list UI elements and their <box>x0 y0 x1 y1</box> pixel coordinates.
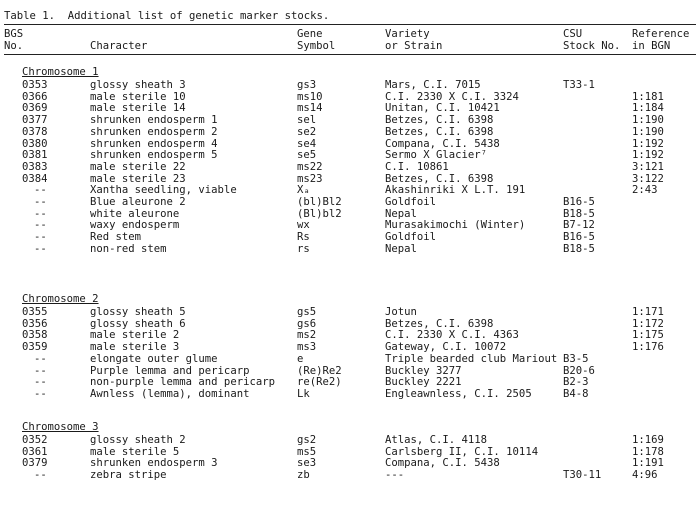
reference-cell: 1:169 <box>632 434 664 446</box>
header-bottom-rule <box>4 54 696 55</box>
reference-cell: 4:96 <box>632 469 658 482</box>
header-reference-line2: in BGN <box>632 40 671 52</box>
variety-cell: Goldfoil <box>385 196 437 208</box>
bgs-cell: -- <box>34 376 47 389</box>
character-cell: zebra stripe <box>90 469 167 482</box>
bgs-cell: 0381 <box>22 149 48 162</box>
reference-cell: 1:178 <box>632 445 664 458</box>
header-variety-line1: Variety <box>385 28 430 40</box>
reference-cell: 3:121 <box>632 160 664 173</box>
gene-symbol-cell: ms3 <box>297 341 317 354</box>
reference-cell: 2:43 <box>632 184 658 197</box>
character-cell: shrunken endosperm 2 <box>90 125 218 138</box>
bgs-cell: 0366 <box>22 90 48 103</box>
reference-cell: 1:171 <box>632 306 664 318</box>
gene-symbol-cell: ms23 <box>297 172 323 185</box>
variety-cell: --- <box>385 469 405 482</box>
variety-cell: Nepal <box>385 242 417 255</box>
character-cell: male sterile 10 <box>90 90 186 103</box>
variety-cell: Betzes, C.I. 6398 <box>385 125 494 138</box>
header-character: Character <box>90 40 148 52</box>
csu-stock-cell: B20-6 <box>563 364 595 377</box>
reference-cell: 3:122 <box>632 172 664 185</box>
variety-cell: Sermo X Glacier⁷ <box>385 149 488 162</box>
character-cell: Blue aleurone 2 <box>90 196 186 208</box>
csu-stock-cell: B2-3 <box>563 376 589 389</box>
bgs-cell: -- <box>34 184 47 197</box>
bgs-cell: -- <box>34 352 47 365</box>
gene-symbol-cell: Rs <box>297 231 310 244</box>
bgs-cell: -- <box>34 364 47 377</box>
bgs-cell: -- <box>34 242 47 255</box>
character-cell: shrunken endosperm 3 <box>90 457 218 470</box>
gene-symbol-cell: (Re)Re2 <box>297 364 342 377</box>
bgs-cell: -- <box>34 469 47 482</box>
character-cell: glossy sheath 6 <box>90 317 186 330</box>
csu-stock-cell: B18-5 <box>563 242 595 255</box>
gene-symbol-cell: ms14 <box>297 102 323 115</box>
variety-cell: Atlas, C.I. 4118 <box>385 434 488 446</box>
gene-symbol-cell: wx <box>297 219 310 232</box>
variety-cell: Compana, C.I. 5438 <box>385 457 500 470</box>
character-cell: white aleurone <box>90 207 180 220</box>
bgs-cell: 0380 <box>22 137 48 150</box>
header-reference-line1: Reference <box>632 28 690 40</box>
character-cell: elongate outer glume <box>90 352 218 365</box>
variety-cell: Betzes, C.I. 6398 <box>385 114 494 127</box>
bgs-cell: 0369 <box>22 102 48 115</box>
bgs-cell: 0384 <box>22 172 48 185</box>
section-heading: Chromosome 1 <box>22 66 99 78</box>
reference-cell: 1:175 <box>632 329 664 342</box>
variety-cell: C.I. 2330 X C.I. 4363 <box>385 329 519 342</box>
bgs-cell: 0356 <box>22 317 48 330</box>
section-heading: Chromosome 2 <box>22 293 99 305</box>
bgs-cell: 0359 <box>22 341 48 354</box>
section-heading: Chromosome 3 <box>22 421 99 433</box>
bgs-cell: -- <box>34 207 47 220</box>
reference-cell: 1:191 <box>632 457 664 470</box>
variety-cell: C.I. 2330 X C.I. 3324 <box>385 90 519 103</box>
variety-cell: Jotun <box>385 306 417 318</box>
variety-cell: Gateway, C.I. 10072 <box>385 341 507 354</box>
csu-stock-cell: T33-1 <box>563 79 595 91</box>
gene-symbol-cell: se2 <box>297 125 317 138</box>
character-cell: Awnless (lemma), dominant <box>90 387 250 400</box>
gene-symbol-cell: se5 <box>297 149 317 162</box>
table-title: Table 1. Additional list of genetic marker stocks. <box>4 10 330 22</box>
reference-cell: 1:190 <box>632 125 664 138</box>
csu-stock-cell: B16-5 <box>563 196 595 208</box>
header-csu-line1: CSU <box>563 28 583 40</box>
character-cell: shrunken endosperm 4 <box>90 137 218 150</box>
reference-cell: 1:190 <box>632 114 664 127</box>
bgs-cell: 0383 <box>22 160 48 173</box>
character-cell: male sterile 14 <box>90 102 186 115</box>
character-cell: male sterile 3 <box>90 341 180 354</box>
gene-symbol-cell: sel <box>297 114 317 127</box>
character-cell: shrunken endosperm 5 <box>90 149 218 162</box>
header-gene-line2: Symbol <box>297 40 336 52</box>
header-top-rule <box>4 24 696 25</box>
gene-symbol-cell: e <box>297 352 304 365</box>
gene-symbol-cell: gs5 <box>297 306 317 318</box>
gene-symbol-cell: re(Re2) <box>297 376 342 389</box>
character-cell: Purple lemma and pericarp <box>90 364 250 377</box>
variety-cell: Carlsberg II, C.I. 10114 <box>385 445 539 458</box>
bgs-cell: 0361 <box>22 445 48 458</box>
character-cell: non-purple lemma and pericarp <box>90 376 275 389</box>
bgs-cell: -- <box>34 219 47 232</box>
variety-cell: Betzes, C.I. 6398 <box>385 172 494 185</box>
reference-cell: 1:192 <box>632 149 664 162</box>
character-cell: male sterile 23 <box>90 172 186 185</box>
bgs-cell: 0379 <box>22 457 48 470</box>
header-variety-line2: or Strain <box>385 40 443 52</box>
gene-symbol-cell: ms22 <box>297 160 323 173</box>
variety-cell: Compana, C.I. 5438 <box>385 137 500 150</box>
csu-stock-cell: B4-8 <box>563 387 589 400</box>
reference-cell: 1:192 <box>632 137 664 150</box>
bgs-cell: 0353 <box>22 79 48 91</box>
csu-stock-cell: B7-12 <box>563 219 595 232</box>
bgs-cell: 0358 <box>22 329 48 342</box>
header-gene-line1: Gene <box>297 28 323 40</box>
gene-symbol-cell: rs <box>297 242 310 255</box>
bgs-cell: 0355 <box>22 306 48 318</box>
variety-cell: Mars, C.I. 7015 <box>385 79 481 91</box>
variety-cell: Nepal <box>385 207 417 220</box>
variety-cell: C.I. 10861 <box>385 160 449 173</box>
gene-symbol-cell: gs6 <box>297 317 317 330</box>
gene-symbol-cell: se4 <box>297 137 317 150</box>
header-csu-line2: Stock No. <box>563 40 621 52</box>
csu-stock-cell: B18-5 <box>563 207 595 220</box>
gene-symbol-cell: Xₐ <box>297 184 310 197</box>
character-cell: glossy sheath 5 <box>90 306 186 318</box>
bgs-cell: -- <box>34 387 47 400</box>
header-bgs-line2: No. <box>4 40 24 52</box>
character-cell: Xantha seedling, viable <box>90 184 237 197</box>
character-cell: non-red stem <box>90 242 167 255</box>
header-bgs-line1: BGS <box>4 28 24 40</box>
character-cell: waxy endosperm <box>90 219 180 232</box>
gene-symbol-cell: Lk <box>297 387 310 400</box>
variety-cell: Unitan, C.I. 10421 <box>385 102 500 115</box>
variety-cell: Buckley 2221 <box>385 376 462 389</box>
variety-cell: Buckley 3277 <box>385 364 462 377</box>
gene-symbol-cell: gs2 <box>297 434 317 446</box>
bgs-cell: 0377 <box>22 114 48 127</box>
variety-cell: Murasakimochi (Winter) <box>385 219 526 232</box>
reference-cell: 1:172 <box>632 317 664 330</box>
variety-cell: Akashinriki X L.T. 191 <box>385 184 526 197</box>
csu-stock-cell: T30-11 <box>563 469 602 482</box>
variety-cell: Goldfoil <box>385 231 437 244</box>
character-cell: glossy sheath 2 <box>90 434 186 446</box>
bgs-cell: -- <box>34 196 47 208</box>
csu-stock-cell: B3-5 <box>563 352 589 365</box>
gene-symbol-cell: (Bl)bl2 <box>297 207 342 220</box>
character-cell: shrunken endosperm 1 <box>90 114 218 127</box>
gene-symbol-cell: (bl)Bl2 <box>297 196 342 208</box>
variety-cell: Engleawnless, C.I. 2505 <box>385 387 532 400</box>
character-cell: glossy sheath 3 <box>90 79 186 91</box>
character-cell: male sterile 22 <box>90 160 186 173</box>
gene-symbol-cell: ms5 <box>297 445 317 458</box>
gene-symbol-cell: ms2 <box>297 329 317 342</box>
csu-stock-cell: B16-5 <box>563 231 595 244</box>
gene-symbol-cell: gs3 <box>297 79 317 91</box>
variety-cell: Betzes, C.I. 6398 <box>385 317 494 330</box>
bgs-cell: 0352 <box>22 434 48 446</box>
reference-cell: 1:181 <box>632 90 664 103</box>
gene-symbol-cell: se3 <box>297 457 317 470</box>
gene-symbol-cell: ms10 <box>297 90 323 103</box>
character-cell: male sterile 5 <box>90 445 180 458</box>
reference-cell: 1:184 <box>632 102 664 115</box>
reference-cell: 1:176 <box>632 341 664 354</box>
variety-cell: Triple bearded club Mariout <box>385 352 558 365</box>
character-cell: male sterile 2 <box>90 329 180 342</box>
character-cell: Red stem <box>90 231 142 244</box>
bgs-cell: 0378 <box>22 125 48 138</box>
gene-symbol-cell: zb <box>297 469 310 482</box>
bgs-cell: -- <box>34 231 47 244</box>
